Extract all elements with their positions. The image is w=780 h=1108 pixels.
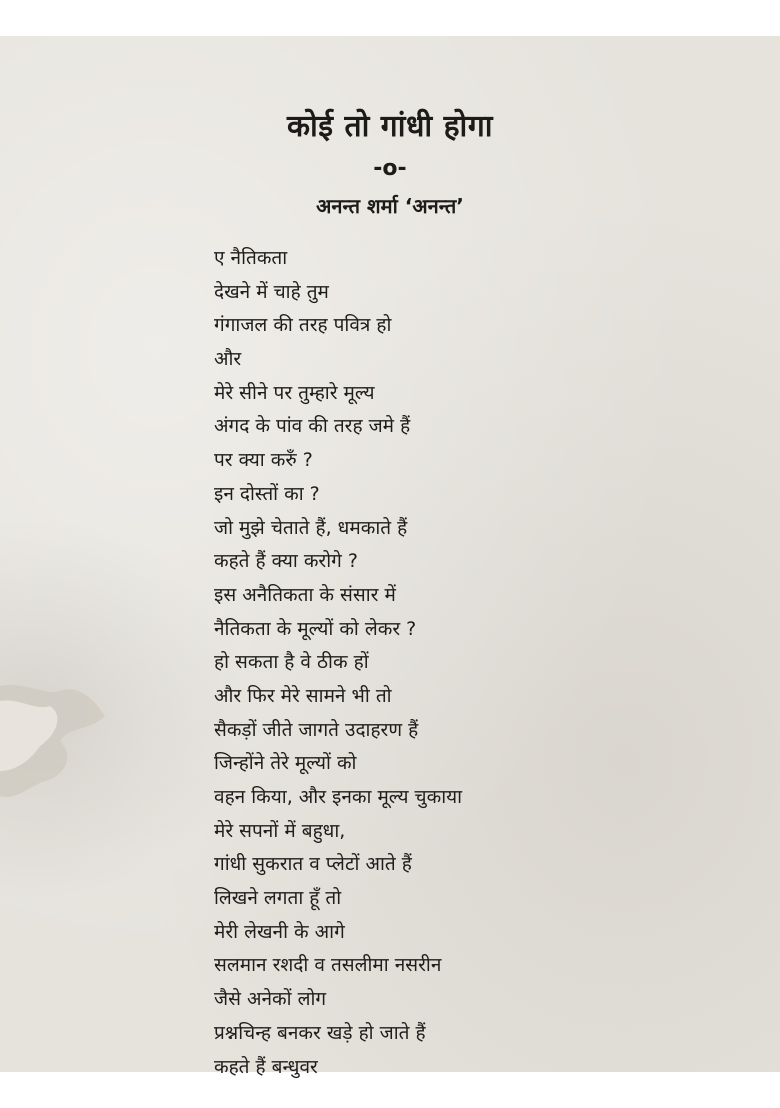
poem-body xyxy=(214,242,462,1084)
poem-line: पर क्या करुँ ? xyxy=(214,449,313,472)
poem-line: गंगाजल की तरह पवित्र हो xyxy=(214,314,392,337)
poem-line: प्रश्नचिन्ह बनकर खड़े हो जाते हैं xyxy=(214,1021,426,1044)
title-separator: -o- xyxy=(373,156,407,181)
poem-line: कहते हैं क्या करोगे ? xyxy=(214,550,358,573)
poem-line: सैकड़ों जीते जागते उदाहरण हैं xyxy=(214,718,419,741)
poem-line: कहते हैं बन्धुवर xyxy=(214,1055,318,1078)
poem-line: अंगद के पांव की तरह जमे हैं xyxy=(214,415,411,438)
poem-line: जो मुझे चेताते हैं, धमकाते हैं xyxy=(214,516,408,539)
poem-line: इन दोस्तों का ? xyxy=(214,482,320,505)
poem-line: सलमान रशदी व तसलीमा नसरीन xyxy=(214,954,442,977)
poem-line: हो सकता है वे ठीक हों xyxy=(214,651,369,674)
poem-author: अनन्त शर्मा ‘अनन्त’ xyxy=(316,194,464,218)
poem-title: कोई तो गांधी होगा xyxy=(287,109,493,144)
poem-line: और फिर मेरे सामने भी तो xyxy=(214,684,392,707)
poem-line: जैसे अनेकों लोग xyxy=(214,988,327,1011)
poem-line: वहन किया, और इनका मूल्य चुकाया xyxy=(214,786,463,808)
poem-line: इस अनैतिकता के संसार में xyxy=(214,583,396,606)
book-page xyxy=(0,36,780,1078)
poem-line: लिखने लगता हूँ तो xyxy=(214,887,342,910)
poem-line: मेरी लेखनी के आगे xyxy=(214,920,345,943)
poem-line: ए नैतिकता xyxy=(214,247,288,269)
poem-line: जिन्होंने तेरे मूल्यों को xyxy=(214,752,357,775)
poem-line: मेरे सपनों में बहुधा, xyxy=(214,819,346,842)
poem-line: नैतिकता के मूल्यों को लेकर ? xyxy=(214,617,417,640)
torn-paper-mark xyxy=(0,676,110,806)
poem-line: देखने में चाहे तुम xyxy=(214,280,329,303)
poem-line: और xyxy=(214,348,242,371)
poem-line: गांधी सुकरात व प्लेटों आते हैं xyxy=(214,853,412,876)
poem-line: मेरे सीने पर तुम्हारे मूल्य xyxy=(214,381,375,404)
